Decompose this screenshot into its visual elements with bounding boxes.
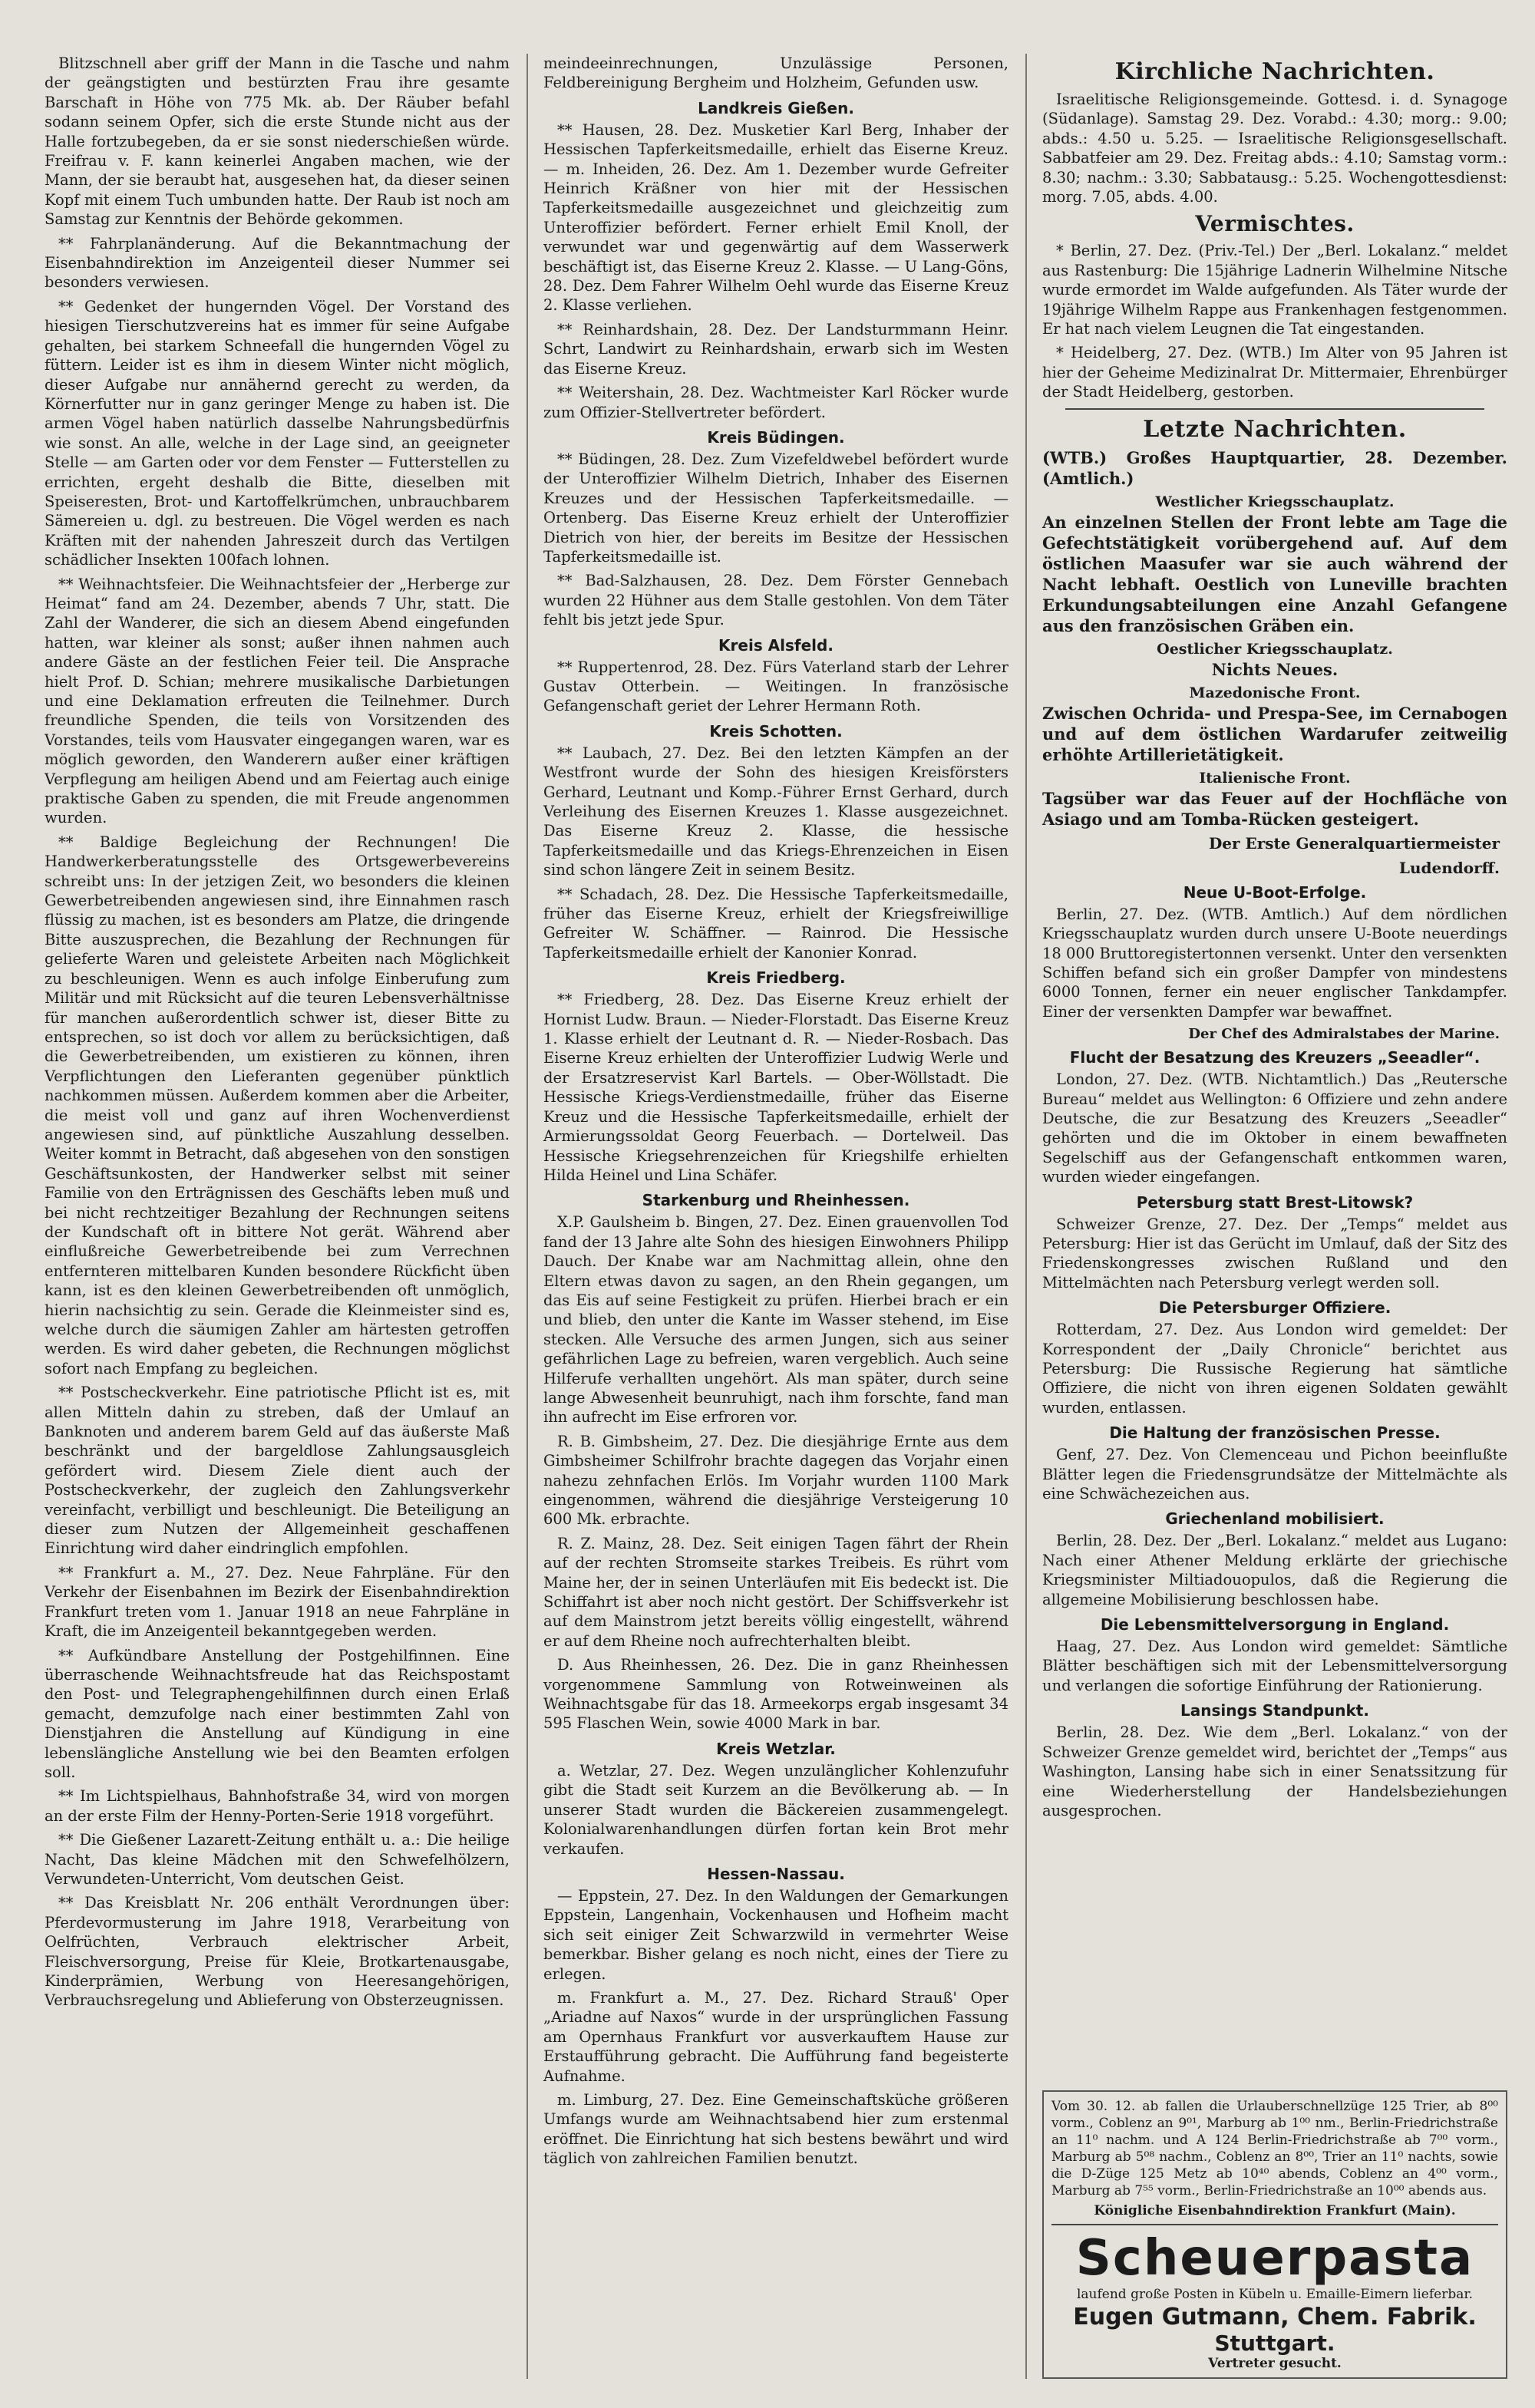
section-heading: Vermischtes. — [1195, 211, 1355, 237]
article-paragraph: ** Schadach, 28. Dez. Die Hessische Tapferkeitsmedaille, früher das Eiserne Kreuz, erhielt der Kriegsfreiwillige Gefreiter W. Schäffner. — Rainrod. Die Hessische Tapferkeitsmedaille erhielt der Kanonier Konrad. — [543, 885, 1008, 962]
ad-note: Vertreter gesucht. — [1208, 2356, 1342, 2371]
article-paragraph: ** Weitershain, 28. Dez. Wachtmeister Karl Röcker wurde zum Offizier-Stellvertreter befördert. — [543, 384, 1008, 421]
dispatch-header: (WTB.) Großes Hauptquartier, 28. Dezember. (Amtlich.) — [1042, 447, 1507, 488]
ad-brand: Scheuerpasta — [1075, 2230, 1474, 2287]
section-heading: Letzte Nachrichten. — [1143, 415, 1407, 443]
column-1 — [45, 54, 510, 2379]
article-paragraph: ** Ruppertenrod, 28. Dez. Fürs Vaterland starb der Lehrer Gustav Otterbein. — Weitingen. In französische Gefangenschaft geriet der Lehrer Hermann Roth. — [543, 658, 1008, 715]
bulletin-text: Tagsüber war das Feuer auf der Hochfläche von Asiago und am Tomba-Rücken gesteigert. — [1042, 788, 1507, 829]
article-paragraph: Rotterdam, 27. Dez. Aus London wird gemeldet: Der Korrespondent der „Daily Chronicle“ berichtet aus Petersburg: Die Russische Regierung hat sämtliche Offiziere, die nicht von ihren eigenen Soldaten gewählt wurden, entlassen. — [1042, 1321, 1507, 1417]
article-paragraph: London, 27. Dez. (WTB. Nichtamtlich.) Das „Reutersche Bureau“ meldet aus Wellington: 6 Offiziere und zehn andere Deutsche, die zur Besatzung des Kreuzers „Seeadler“ gehörten und die im Oktober in einem bewaffneten Segelschiff aus der Gefangenschaft entkommen waren, wurden wieder eingefangen. — [1042, 1070, 1507, 1186]
article-paragraph: ** Frankfurt a. M., 27. Dez. Neue Fahrpläne. Für den Verkehr der Eisenbahnen im Bezirk der Eisenbahndirektion Frankfurt treten vom 1. Januar 1918 an neue Fahrpläne in Kraft, die im Anzeigenteil bekanntgegeben werden. — [45, 1563, 510, 1641]
sub-heading: Mazedonische Front. — [1189, 684, 1361, 701]
section-heading: Die Haltung der französischen Presse. — [1109, 1423, 1441, 1443]
section-heading: Flucht der Besatzung des Kreuzers „Seeadler“. — [1069, 1048, 1481, 1067]
article-paragraph: ** Laubach, 27. Dez. Bei den letzten Kämpfen an der Westfront wurde der Sohn des hiesigen Kreisförsters Gerhard, Leutnant und Komp.-Führer Ernst Gerhard, durch Verleihung des Eisernen Kreuzes 1. Klasse ausgezeichnet. Das Eiserne Kreuz 2. Klasse, die hessische Tapferkeitsmedaille und das Kriegs-Ehrenzeichen in Eisen sind schon längere Zeit in seinem Besitz. — [543, 744, 1008, 879]
bulletin-text: Zwischen Ochrida- und Prespa-See, im Cernabogen und auf dem östlichen Wardarufer zeitweilig erhöhte Artillerietätigkeit. — [1042, 703, 1507, 764]
section-heading: Hessen-Nassau. — [707, 1864, 845, 1883]
bulletin-text: An einzelnen Stellen der Front lebte am Tage die Gefechtstätigkeit vorübergehend auf. Auf dem östlichen Maasufer war sie auch während der Nacht lebhaft. Oestlich von Luneville brachten Erkundungsabteilungen eine Anzahl Gefangene aus den französischen Gräben ein. — [1042, 512, 1507, 635]
section-heading: Kreis Alsfeld. — [718, 635, 834, 655]
article-paragraph: meindeeinrechnungen, Unzulässige Personen, Feldbereinigung Bergheim und Holzheim, Gefunden usw. — [543, 54, 1008, 92]
article-paragraph: ** Bad-Salzhausen, 28. Dez. Dem Förster Gennebach wurden 22 Hühner aus dem Stalle gestohlen. Von dem Täter fehlt bis jetzt jede Spur. — [543, 572, 1008, 629]
article-paragraph: m. Limburg, 27. Dez. Eine Gemeinschaftsküche größeren Umfangs wurde am Weihnachtsabend hier zum erstenmal eröffnet. Die Einrichtung hat sich bestens bewährt und wird täglich von zahlreichen Familien benutzt. — [543, 2090, 1008, 2168]
bulletin-text: Nichts Neues. — [1211, 659, 1339, 679]
article-paragraph: R. B. Gimbsheim, 27. Dez. Die diesjährige Ernte aus dem Gimbsheimer Schilfrohr brachte dagegen das Vorjahr einen nahezu zehnfachen Erlös. Im Vorjahr wurden 1100 Mark eingenommen, während die diesjährige Versteigerung 10 600 Mk. erbrachte. — [543, 1432, 1008, 1529]
section-heading: Kreis Schotten. — [709, 721, 843, 741]
section-heading: Landkreis Gießen. — [698, 98, 854, 117]
columns — [45, 54, 1507, 2379]
article-paragraph: * Berlin, 27. Dez. (Priv.-Tel.) Der „Berl. Lokalanz.“ meldet aus Rastenburg: Die 15jährige Ladnerin Wilhelmine Nitsche wurde ermordet im Walde aufgefunden. Als Täter wurde der 19jährige Wilhelm Rappe aus Frankenhagen festgenommen. Er hat nach vielem Leugnen die Tat eingestanden. — [1042, 242, 1507, 338]
signature: Der Chef des Admiralstabes der Marine. — [1188, 1026, 1500, 1043]
article-paragraph: ** Hausen, 28. Dez. Musketier Karl Berg, Inhaber der Hessischen Tapferkeitsmedaille, erhielt das Eiserne Kreuz. — m. Inheiden, 26. Dez. Am 1. Dezember wurde Gefreiter Heinrich Kräßner von hier mit der Hessischen Tapferkeitsmedaille ausgezeichnet und gleichzeitig zum Unteroffizier befördert. Ferner erhielt Emil Knoll, der verwundet war und gegenwärtig auf dem Wasserwerk beschäftigt ist, das Eiserne Kreuz 2. Klasse. — U Lang-Göns, 28. Dez. Dem Fahrer Wilhelm Oehl wurde das Eiserne Kreuz 2. Klasse verliehen. — [543, 120, 1008, 315]
ad-city: Stuttgart. — [1214, 2330, 1335, 2356]
article-paragraph: ** Reinhardshain, 28. Dez. Der Landsturmmann Heinr. Schrt, Landwirt zu Reinhardshain, erwarb sich im Westen das Eiserne Kreuz. — [543, 320, 1008, 378]
column-3 — [1025, 54, 1507, 2379]
article-paragraph: ** Büdingen, 28. Dez. Zum Vizefeldwebel befördert wurde der Unteroffizier Wilhelm Dietrich, Inhaber des Eisernen Kreuzes und der Hessischen Tapferkeitsmedaille. — Ortenberg. Das Eiserne Kreuz erhielt der Unteroffizier Dietrich von hier, der bereits im Besitze der Hessischen Tapferkeitsmedaille ist. — [543, 450, 1008, 566]
railway-notice-sender: Königliche Eisenbahndirektion Frankfurt (Main). — [1094, 2203, 1456, 2218]
article-paragraph: ** Fahrplanänderung. Auf die Bekanntmachung der Eisenbahndirektion im Anzeigenteil dieser Nummer sei besonders verwiesen. — [45, 234, 510, 292]
section-heading: Starkenburg und Rheinhessen. — [642, 1191, 910, 1210]
article-paragraph: ** Baldige Begleichung der Rechnungen! Die Handwerkerberatungsstelle des Ortsgewerbevereins schreibt uns: In der jetzigen Zeit, wo besonders die kleinen Gewerbetreibenden angewiesen sind, ihre Einnahmen rasch flüssig zu machen, ist es besonders am Platze, die dringende Bitte auszusprechen, die Bezahlung der Rechnungen für gelieferte Waren und geleistete Arbeiten nach Möglichkeit zu beschleunigen. Wenn es auch infolge Einberufung zum Militär und mit Rücksicht auf die teuren Lebensverhältnisse für manchen außerordentlich schwer ist, dieser Bitte zu entsprechen, so ist doch vor allem zu berücksichtigen, daß die Gewerbetreibenden, um existieren zu können, ihren Verpflichtungen den Lieferanten gegenüber pünktlich nachkommen müssen. Außerdem kommen aber die Arbeiter, die meist voll und ganz auf ihren Wochenverdienst angewiesen sind, auf pünktliche Auszahlung desselben. Weiter kommt in Betracht, daß abgesehen von den sonstigen Geschäftsunkosten, der Handwerker selbst mit seiner Familie von den Erträgnissen des Geschäfts leben muß und bei nicht rechtzeitiger Bezahlung der Rechnungen seitens der Kundschaft oft in bittere Not gerät. Während aber einflußreiche Gewerbetreibende bei zum Verrechnen entfernteren mittelbaren Kunden besondere Rückficht üben kann, ist es den kleinen Gewerbetreibenden oft unmöglich, hierin nachsichtig zu sein. Gerade die Kleinmeister sind es, welche durch die säumigen Zahler am härtesten getroffen werden. Es wird daher gebeten, die Rechnungen möglichst sofort nach Empfang zu begleichen. — [45, 833, 510, 1377]
article-paragraph: Berlin, 27. Dez. (WTB. Amtlich.) Auf dem nördlichen Kriegsschauplatz wurden durch unsere U-Boote neuerdings 18 000 Bruttoregistertonnen versenkt. Unter den versenkten Schiffen befand sich ein großer Dampfer von mindestens 6000 Tonnen, ferner ein neuer englischer Tankdampfer. Einer der versenkten Dampfer war bewaffnet. — [1042, 905, 1507, 1021]
article-paragraph: Berlin, 28. Dez. Wie dem „Berl. Lokalanz.“ von der Schweizer Grenze gemeldet wird, berichtet der „Temps“ aus Washington, Lansing habe sich in einer Senatssitzung für eine Wiederherstellung der Handelsbeziehungen ausgesprochen. — [1042, 1724, 1507, 1819]
sub-heading: Oestlicher Kriegsschauplatz. — [1157, 640, 1393, 658]
section-heading: Die Lebensmittelversorgung in England. — [1100, 1615, 1450, 1634]
divider — [1051, 2224, 1498, 2225]
article-paragraph: R. Z. Mainz, 28. Dez. Seit einigen Tagen fährt der Rhein auf der rechten Stromseite starkes Treibeis. Es rührt vom Maine her, der in seinen Unterläufen mit Eis bedeckt ist. Die Schiffahrt ist aber noch nicht gestört. Der Schiffsverkehr ist auf dem Mainstrom jetzt bereits völlig eingestellt, während er auf dem Rheine noch aufrechterhalten bleibt. — [543, 1534, 1008, 1650]
ad-firm: Eugen Gutmann, Chem. Fabrik. — [1073, 2304, 1477, 2330]
article-paragraph: Blitzschnell aber griff der Mann in die Tasche und nahm der geängstigten und bestürzten Frau ihre gesamte Barschaft in Höhe von 775 Mk. ab. Der Räuber befahl sodann seinem Opfer, sich die erste Stunde nicht aus der Halle fortzubegeben, da er sie sonst niederschießen würde. Freifrau v. F. kann keinerlei Angaben machen, wie der Mann, der sie beraubt hat, ausgesehen hat, da dieser seinen Kopf mit einem Tuch umbunden hatte. Der Raub ist noch am Samstag zur Kenntnis der Behörde gekommen. — [45, 54, 510, 229]
article-paragraph: ** Weihnachtsfeier. Die Weihnachtsfeier der „Herberge zur Heimat“ fand am 24. Dezember, abends 7 Uhr, statt. Die Zahl der Wanderer, die sich an diesem Abend eingefunden hatten, war kleiner als sonst; außer ihnen nahmen auch andere Gäste an der festlichen Feier teil. Die Ansprache hielt Prof. D. Schian; mehrere musikalische Darbietungen und eine Deklamation erfreuten die Teilnehmer. Durch freundliche Spenden, die teils von Vorsitzenden des Vorstandes, teils vom Hausvater eingegangen waren, war es möglich geworden, den Wanderern außer einer kräftigen Verpflegung am heiligen Abend und am Feiertag auch einige praktische Gaben zu spenden, die mit Freude angenommen wurden. — [45, 575, 510, 827]
divider — [1065, 408, 1484, 410]
section-heading: Neue U-Boot-Erfolge. — [1183, 882, 1367, 902]
article-paragraph: Schweizer Grenze, 27. Dez. Der „Temps“ meldet aus Petersburg: Hier ist das Gerücht im Umlauf, daß der Sitz des Friedenskongresses zwischen Rußland und den Mittelmächten nach Petersburg verlegt werden soll. — [1042, 1215, 1507, 1291]
article-paragraph: Haag, 27. Dez. Aus London wird gemeldet: Sämtliche Blätter beschäftigen sich mit der Lebensmittelversorgung und verlangen die sofortige Einführung der Rationierung. — [1042, 1638, 1507, 1694]
article-paragraph: * Heidelberg, 27. Dez. (WTB.) Im Alter von 95 Jahren ist hier der Geheime Medizinalrat Dr. Mittermaier, Ehrenbürger der Stadt Heidelberg, gestorben. — [1042, 344, 1507, 401]
section-heading: Lansings Standpunkt. — [1180, 1701, 1369, 1720]
railway-notice: Vom 30. 12. ab fallen die Urlauberschnellzüge 125 Trier, ab 8⁰⁰ vorm., Coblenz an 9⁰¹, Marburg ab 1⁰⁰ nm., Berlin-Friedrichstraße an 11⁰ nachm. und A 124 Berlin-Friedrichstraße ab 7⁰⁰ vorm., Marburg ab 5⁰⁸ nachm., Coblenz an 8⁰⁰, Trier an 11⁰ nachts, sowie die D-Züge 125 Metz ab 10⁴⁰ abends, Coblenz an 4⁰⁰ vorm., Marburg ab 7⁵⁵ vorm., Berlin-Friedrichstraße an 10⁰⁰ abends aus. — [1051, 2099, 1498, 2199]
section-heading: Kreis Büdingen. — [707, 427, 845, 447]
column-2 — [527, 54, 1008, 2379]
section-heading: Kreis Wetzlar. — [716, 1739, 836, 1758]
article-paragraph: Israelitische Religionsgemeinde. Gottesd. i. d. Synagoge (Südanlage). Samstag 29. Dez. Vorabd.: 4.30; morg.: 9.00; abds.: 4.50 u. 5.25. — Israelitische Religionsgesellschaft. Sabbatfeier am 29. Dez. Freitag abds.: 4.10; Samstag vorm.: 8.30; nachm.: 3.30; Sabbatausg.: 5.25. Wochengottesdienst: morg. 7.05, abds. 4.00. — [1042, 91, 1507, 206]
article-paragraph: ** Aufkündbare Anstellung der Postgehilfinnen. Eine überraschende Weihnachtsfreude hat das Reichspostamt den Post- und Telegraphengehilfinnen durch einen Erlaß gemacht, demzufolge nach einer bestimmten Zahl von Dienstjahren die Anstellung auf Kündigung in eine lebenslängliche Anstellung wie bei den Beamten erfolgen soll. — [45, 1646, 510, 1781]
article-paragraph: Genf, 27. Dez. Von Clemenceau und Pichon beeinflußte Blätter legen die Friedensgrundsätze der Mittelmächte als eine Schwächezeichen aus. — [1042, 1446, 1507, 1503]
article-paragraph: X.P. Gaulsheim b. Bingen, 27. Dez. Einen grauenvollen Tod fand der 13 Jahre alte Sohn des hiesigen Einwohners Philipp Dauch. Der Knabe war am Nachmittag allein, ohne den Eltern etwas davon zu sagen, an den Rhein gegangen, um das Eis auf seine Festigkeit zu prüfen. Hierbei brach er ein und blieb, den unter die Kante im Wasser stehend, im Eise stecken. Alle Versuche des armen Jungen, sich aus seiner gefährlichen Lage zu befreien, waren vergeblich. Auch seine Hilferufe verhallten ungehört. Als man später, durch seine lange Abwesenheit beunruhigt, nach ihm forschte, fand man ihn aufrecht im Eise erfroren vor. — [543, 1213, 1008, 1427]
article-paragraph: — Eppstein, 27. Dez. In den Waldungen der Gemarkungen Eppstein, Langenhain, Vockenhausen und Hofheim macht sich seit einiger Zeit Schwarzwild in vermehrter Weise bemerkbar. Bisher gelang es noch nicht, eines der Tiere zu erlegen. — [543, 1886, 1008, 1983]
article-paragraph: ** Friedberg, 28. Dez. Das Eiserne Kreuz erhielt der Hornist Ludw. Braun. — Nieder-Florstadt. Das Eiserne Kreuz 1. Klasse erhielt der Leutnant d. R. — Nieder-Rosbach. Das Eiserne Kreuz erhielten der Unteroffizier Ludwig Werle und der Ersatzreservist Karl Bartels. — Ober-Wöllstadt. Die Hessische Kriegs-Verdienstmedaille, früher das Eiserne Kreuz und die Hessische Tapferkeitsmedaille, erhielt der Armierungssoldat Georg Feuerbach. — Dortelweil. Das Hessische Kriegsehrenzeichen für Kriegshilfe erhielten Hilda Heinel und Lina Schäfer. — [543, 991, 1008, 1184]
article-paragraph: ** Das Kreisblatt Nr. 206 enthält Verordnungen über: Pferdevormusterung im Jahre 1918, Verarbeitung von Oelfrüchten, Verbrauch elektrischer Arbeit, Fleischversorgung, Preise für Kleie, Brotkartenausgabe, Kinderprämien, Werbung von Heeresangehörigen, Verbrauchsregelung und Ablieferung von Obsterzeugnissen. — [45, 1894, 510, 2010]
article-paragraph: ** Postscheckverkehr. Eine patriotische Pflicht ist es, mit allen Mitteln dahin zu streben, daß der Umlauf an Banknoten und anderem barem Geld auf das äußerste Maß beschränkt und der bargeldlose Zahlungsausgleich gefördert wird. Diesem Ziele dient auch der Postscheckverkehr, der zugleich den Zahlungsverkehr vereinfacht, verbilligt und beschleunigt. Die Beteiligung an dieser zum Nutzen der Allgemeinheit geschaffenen Einrichtung wird daher eindringlich empfohlen. — [45, 1384, 510, 1558]
article-paragraph: a. Wetzlar, 27. Dez. Wegen unzulänglicher Kohlenzufuhr gibt die Stadt seit Kurzem an die Bevölkerung ab. — In unserer Stadt wurden die Bäckereien zusammengelegt. Kolonialwarenhandlungen dürfen fortan kein Brot mehr verkaufen. — [543, 1761, 1008, 1858]
article-paragraph: ** Die Gießener Lazarett-Zeitung enthält u. a.: Die heilige Nacht, Das kleine Mädchen mit den Schwefelhölzern, Verwundeten-Unterricht, Vom deutschen Geist. — [45, 1831, 510, 1888]
article-paragraph: D. Aus Rheinhessen, 26. Dez. Die in ganz Rheinhessen vorgenommene Sammlung von Rotweinweinen als Weihnachtsgabe für das 18. Armeekorps ergab insgesamt 34 595 Flaschen Wein, sowie 4000 Mark in bar. — [543, 1656, 1008, 1733]
section-heading: Petersburg statt Brest-Litowsk? — [1136, 1192, 1414, 1212]
sub-heading: Westlicher Kriegsschauplatz. — [1155, 493, 1395, 510]
ad-tagline: laufend große Posten in Kübeln u. Emaille-Eimern lieferbar. — [1076, 2287, 1474, 2302]
article-paragraph: ** Im Lichtspielhaus, Bahnhofstraße 34, wird von morgen an der erste Film der Henny-Porten-Serie 1918 vorgeführt. — [45, 1787, 510, 1825]
sub-heading: Italienische Front. — [1199, 769, 1351, 787]
section-heading: Kreis Friedberg. — [706, 968, 846, 988]
article-paragraph: ** Gedenket der hungernden Vögel. Der Vorstand des hiesigen Tierschutzvereins hat es immer für seine Aufgabe gehalten, bei starkem Schneefall die hungernden Vögel zu füttern. Leider ist es ihm in diesem Winter nicht möglich, dieser Aufgabe nur annähernd gerecht zu werden, da Körnerfutter nur in ganz geringer Menge zu haben ist. Die armen Vögel haben natürlich dasselbe Nahrungsbedürfnis wie sonst. An alle, welche in der Lage sind, an geeigneter Stelle — am Garten oder vor dem Fenster — Futterstellen zu errichten, ergeht deshalb die Bitte, dieselben mit Speiseresten, Brot- und Kartoffelkrümchen, unbrauchbarem Sämereien u. dgl. zu bestreuen. Die Vögel werden es nach Kräften mit der nahenden Jahreszeit durch das Vertilgen schädlicher Insekten 100fach lohnen. — [45, 297, 510, 569]
article-paragraph: Berlin, 28. Dez. Der „Berl. Lokalanz.“ meldet aus Lugano: Nach einer Athener Meldung erklärte der griechische Kriegsminister Miltiadouopulos, daß die Regierung die allgemeine Mobilisierung beschlossen habe. — [1042, 1532, 1507, 1608]
signature-title: Der Erste Generalquartiermeister — [1208, 833, 1500, 853]
advertisement-box — [1042, 2090, 1507, 2379]
section-heading: Kirchliche Nachrichten. — [1114, 58, 1435, 85]
section-heading: Die Petersburger Offiziere. — [1158, 1298, 1391, 1318]
signature-name: Ludendorff. — [1398, 858, 1500, 877]
article-paragraph: m. Frankfurt a. M., 27. Dez. Richard Strauß' Oper „Ariadne auf Naxos“ wurde in der ursprünglichen Fassung am Opernhaus Frankfurt vor ausverkauftem Hause zur Erstaufführung gebracht. Die Aufführung fand begeisterte Aufnahme. — [543, 1988, 1008, 2085]
section-heading: Griechenland mobilisiert. — [1165, 1509, 1385, 1529]
